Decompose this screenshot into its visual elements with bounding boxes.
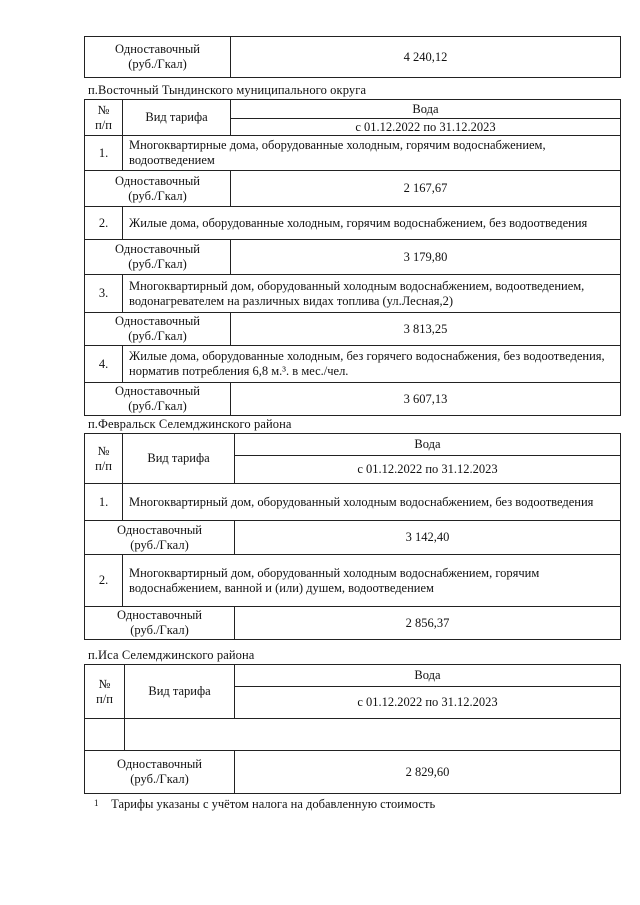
consumer-row	[85, 207, 621, 240]
tariff-label: Одноставочный (руб./Гкал)	[85, 37, 231, 78]
period-cell: с 01.12.2022 по 31.12.2023	[235, 456, 621, 484]
consumer-row	[85, 719, 621, 751]
period-cell: с 01.12.2022 по 31.12.2023	[235, 687, 621, 719]
consumer-row	[85, 346, 621, 383]
tariff-row	[85, 607, 621, 640]
footnote-mark: 1	[94, 798, 99, 808]
footnote-text: Тарифы указаны с учётом налога на добавленную стоимость	[111, 797, 436, 811]
section-caption: п.Февральск Селемджинского района	[88, 417, 292, 431]
tariff-label: Одноставочный (руб./Гкал)	[85, 383, 231, 416]
tariff-value: 2 167,67	[231, 171, 621, 207]
tariff-label: Одноставочный (руб./Гкал)	[85, 313, 231, 346]
consumer-description: Многоквартирные дома, оборудованные холодным, горячим водоснабжением, водоотведением	[123, 136, 621, 171]
col-number-header: № п/п	[85, 665, 125, 719]
consumer-row	[85, 555, 621, 607]
tariff-label: Одноставочный (руб./Гкал)	[85, 240, 231, 275]
row-number: 3.	[85, 275, 123, 313]
table-header-row	[85, 434, 621, 456]
period-cell: с 01.12.2022 по 31.12.2023	[231, 119, 621, 136]
tariff-row	[85, 383, 621, 416]
consumer-row	[85, 136, 621, 171]
section-caption: п.Восточный Тындинского муниципального округа	[88, 83, 367, 97]
tariff-value: 2 829,60	[235, 751, 621, 794]
top-continuation-table	[84, 36, 620, 78]
consumer-description	[125, 719, 621, 751]
tariff-row	[85, 171, 621, 207]
consumer-row	[85, 484, 621, 521]
tariff-label: Одноставочный (руб./Гкал)	[85, 607, 235, 640]
section-caption: п.Иса Селемджинского района	[88, 648, 255, 662]
tariff-value: 4 240,12	[231, 37, 621, 78]
col-number-header: № п/п	[85, 100, 123, 136]
col-water-header: Вода	[231, 100, 621, 119]
tariff-value: 2 856,37	[235, 607, 621, 640]
consumer-row	[85, 275, 621, 313]
row-number: 1.	[85, 484, 123, 521]
row-number: 2.	[85, 555, 123, 607]
consumer-description: Многоквартирный дом, оборудованный холодным водоснабжением, водоотведением, водонагревателем на различных видах топлива (ул.Лесная,2)	[123, 275, 621, 313]
col-tariff-type-header: Вид тарифа	[123, 434, 235, 484]
col-tariff-type-header: Вид тарифа	[123, 100, 231, 136]
tariff-row	[85, 37, 621, 78]
consumer-description: Жилые дома, оборудованные холодным, без горячего водоснабжения, без водоотведения, норматив потребления 6,8 м.³. в мес./чел.	[123, 346, 621, 383]
tariff-value: 3 813,25	[231, 313, 621, 346]
table-header-row	[85, 100, 621, 119]
consumer-description: Многоквартирный дом, оборудованный холодным водоснабжением, горячим водоснабжением, ванной и (или) душем, водоотведением	[123, 555, 621, 607]
tariff-row	[85, 521, 621, 555]
tariff-table-vostochny	[84, 99, 620, 416]
tariff-value: 3 142,40	[235, 521, 621, 555]
tariff-row	[85, 313, 621, 346]
row-number: 1.	[85, 136, 123, 171]
consumer-description: Жилые дома, оборудованные холодным, горячим водоснабжением, без водоотведения	[123, 207, 621, 240]
tariff-table-isa	[84, 664, 620, 794]
table-header-row	[85, 665, 621, 687]
row-number	[85, 719, 125, 751]
tariff-label: Одноставочный (руб./Гкал)	[85, 751, 235, 794]
col-number-header: № п/п	[85, 434, 123, 484]
col-water-header: Вода	[235, 434, 621, 456]
row-number: 2.	[85, 207, 123, 240]
tariff-table-fevralsk	[84, 433, 620, 640]
consumer-description: Многоквартирный дом, оборудованный холодным водоснабжением, без водоотведения	[123, 484, 621, 521]
tariff-value: 3 179,80	[231, 240, 621, 275]
tariff-label: Одноставочный (руб./Гкал)	[85, 171, 231, 207]
tariff-row	[85, 240, 621, 275]
row-number: 4.	[85, 346, 123, 383]
tariff-label: Одноставочный (руб./Гкал)	[85, 521, 235, 555]
col-water-header: Вода	[235, 665, 621, 687]
footnote	[94, 797, 435, 812]
tariff-value: 3 607,13	[231, 383, 621, 416]
col-tariff-type-header: Вид тарифа	[125, 665, 235, 719]
tariff-row	[85, 751, 621, 794]
